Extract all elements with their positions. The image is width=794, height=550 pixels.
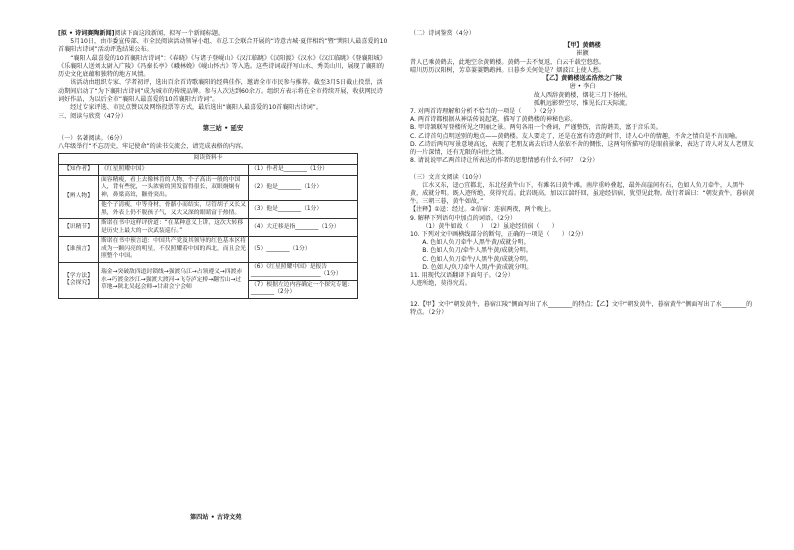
card-title: 阅读资料卡 [59,154,358,165]
intro-head: [拟 • 诗词赛陶新闻] [58,30,115,37]
station-3-title: 第三站 • 延安 [202,124,244,133]
section-3-heading: 三、阅读与欣赏（47分） [58,113,127,121]
question-10-option: D. 色如人/负刀牵牛人黑/牛黄成就分明。 [422,263,533,271]
row-content: 他个子清瘦，中等身材，骨骼小而结实，尽管胡子又长又黑，外表上仍不脱孩子气，又大又深的眼睛富于热情。 [99,201,249,219]
row-answer[interactable]: （6）《红星照耀中国》是报告________________________（1分） [249,262,358,280]
row-answer[interactable]: （5）________（1分） [249,237,358,263]
wenyan-passage: 江水又东，迳○宜都北，东北径黄牛山下，有滩名曰黄牛滩。南岸重岭叠起，最外高崖间有石，色如人负刀牵牛，人黑牛黄，成就分明。既人迹所绝，莫得究焉。此岩既高，加以江湍纡回，虽途经信宿，犹望见此物。故行者谣曰：“朝发黄牛，暮宿黄牛。三朝三暮，黄牛如故。” [410,181,755,206]
row-label: 【识精节】 [59,219,99,237]
row-label: 【谁预言】 [59,237,99,263]
poem-2-line: 孤帆远影碧空尽，惟见长江天际流。 [533,99,632,107]
row-content: 斯诺在书中预言道：中国共产党及其领导的红色基本区将成为一颗闪亮的明星，不仅照耀着中国的西北，而且会光照整个中国。 [99,237,249,263]
question-10: 10. 下列对文中画横线部分的断句，正确的一项是（ ）（2分） [410,231,587,239]
row-content: 《红星照耀中国》 [99,165,249,176]
question-1-description: 八年级举行“不忘历史，牢记使命”的读书交流会，请完成表格的内容。 [58,143,248,151]
table-row [59,165,358,176]
news-paragraph-3: 该活动由组织专家、学者初评，选出百余首诗歌襄阳的经典佳作，邀请全市市民参与推荐。截至3月5日截止投票，活动期间启动了“为下襄阳古诗词”成为城市的传统品牌。参与人次达到60余万。组织方表示将在全市持续开展，收获网民诗词好作品，为以后全市“襄阳人最喜爱的10首襄阳古诗词”。 [58,79,383,103]
wenyan-section-heading: （三）文言文阅读（10分） [410,173,485,181]
row-label: 【辨人物】 [59,175,99,219]
row-content: 面容精瘦，看上去像林肯的人物，个子高出一般的中国人，背有些驼，一头浓密的黑发留得很长，双眼炯炯有神，鼻梁高耸，颧骨突出。 [99,175,249,201]
wenyan-notes: 【注释】①迳：经过。②信宿：连宿两夜，两个晚上。 [410,206,555,214]
question-8: 8. 请说说甲乙两首诗让所表达的作者的思想情感有什么不同？（2分） [410,157,599,165]
table-row [59,219,358,237]
poem-section-heading: （二）诗词鉴赏（4分） [410,30,475,37]
question-10-option: A. 色如人负刀牵牛人黑牛黄/成就分明。 [422,239,530,247]
left-column [58,30,388,299]
question-7-option: D. 乙诗后两句写景意境高远，表现了老朋友离去后诗人依依不舍的惆怅，这两句所描写的是眼前景象，表达了诗人对友人老朋友的一片深情，还有无限的向往之情。 [410,140,754,157]
row-label: 【学方法】【会探究】 [59,262,99,298]
poem-2-title: 【乙】黄鹤楼送孟浩然之广陵 [542,75,623,83]
question-11-sentence: 人迹所绝，莫得究焉。 [410,280,471,288]
poem-2-author: 唐 • 李白 [569,83,596,91]
table-row [59,237,358,263]
poem-1-line: 昔人已乘黄鹤去，此地空余黄鹤楼。黄鹤一去不复返，白云千载空悠悠。 [410,58,605,66]
news-paragraph-4: 经过专家评选、市民点赞以及网络投票等方式，最后选出“襄阳人最喜爱的10首襄阳古诗词”。 [70,103,322,111]
row-answer[interactable]: （3）他是________（1分） [249,201,358,219]
question-12: 12.【甲】文中“朝发黄牛，暮宿江陵”侧面写出了水________的特点；【乙】文中“朝发黄牛，暮宿黄牛”侧面写出了水________的特点。（2分） [410,300,753,316]
question-9-items: （1）黄牛如故（ ） （2）虽途经信宿（ ） [422,222,558,230]
row-answer[interactable]: （2）他是________（1分） [249,175,358,201]
news-paragraph-2: “襄阳人最喜爱的10首襄阳古诗词”：《春晓》《与诸子登岘山》《汉江临眺》《汉阳渡》《汉水》《汉江临眺》《登襄阳城》《乐襄阳人送刘太尉入广陵》《冯秦长亭》《峨林娩》《岘山怀古》等入选。这些诗词或抒写山水、秀美山川，展现了襄阳的历史文化底蕴和独特的地方风情。 [58,54,386,79]
station-4-title: 第四站 • 古诗文苑 [190,514,242,521]
table-row [59,175,358,201]
question-9: 9. 解释下列语句中加点的词语。（2分） [410,214,517,222]
question-7: 7. 对两首诗理解和分析不恰当的一项是（ ）（2分） [410,107,559,115]
row-content: 斯诺在书中这样评价道：“在某种意义上讲，这次大转移是历史上最大的一次武装巡行。” [99,219,249,237]
right-column [410,30,755,317]
question-11: 11. 用现代汉语翻译下面句子。（2分） [410,272,514,280]
news-paragraph-1: 5月10日，由市委宣传部、市全民阅读活动领导小组、市总工会联合开展的“诗意古城·夏伴相约”暨“巽阳人最喜爱的10首襄阳古诗词”活动评选结果公布。 [58,38,388,54]
row-label: 【知作者】 [59,165,99,176]
question-10-option: B. 色如人负刀/牵牛人黑牛黄/成就分明。 [422,247,532,255]
poem-1-line: 晴川历历汉阳树，芳草萋萋鹦鹉洲。日暮乡关何处是？烟波江上使人愁。 [410,66,605,74]
poem-1-title: 【甲】黄鹤楼 [564,42,601,50]
row-answer[interactable]: （1）作者是________（1分） [249,165,358,176]
table-row [59,262,358,280]
row-answer[interactable]: （7）根据左边内容确定一个探究专题：________（2分） [249,280,358,298]
poem-1-author: 崔颢 [576,50,589,58]
question-7-option: B. 甲诗颔联写登楼所见之明丽之景。两句各用一个叠词，严谨整饬，音韵谐美，富于音乐美。 [410,124,662,132]
intro-tail: 阅读下面这段新闻，拟写一个新闻标题。 [114,30,225,37]
question-7-option: A. 两首诗都根据从神话传说起笔，描写了黄鹤楼的神秘色彩。 [410,116,577,124]
row-answer[interactable]: （4）大迁移是指________（1分） [249,219,358,237]
question-7-option: C. 乙诗首句点明送别的地点——黄鹤楼。友人要走了，还是在富有诗意的时节，诗人心中的情趣，不舍之情自是不言而喻。 [410,132,742,140]
question-1-heading: （一）名著阅读。（6分） [58,135,126,143]
question-10-option: C. 色如人负刀牵牛/人黑牛黄/成就分明。 [422,255,532,263]
row-content: 瑞金→突破敌四道封锁线→强渡乌江→占领遵义→四渡赤水→巧渡金沙江→强渡大渡河→飞夺泸定桥→翻雪山→过草地→陕北吴起会师→甘肃会宁会师 [99,262,249,298]
table-row [59,201,358,219]
reading-card-table [58,153,358,299]
poem-2-line: 故人西辞黄鹤楼，烟花三月下扬州。 [533,91,632,99]
intro-line [58,30,388,38]
